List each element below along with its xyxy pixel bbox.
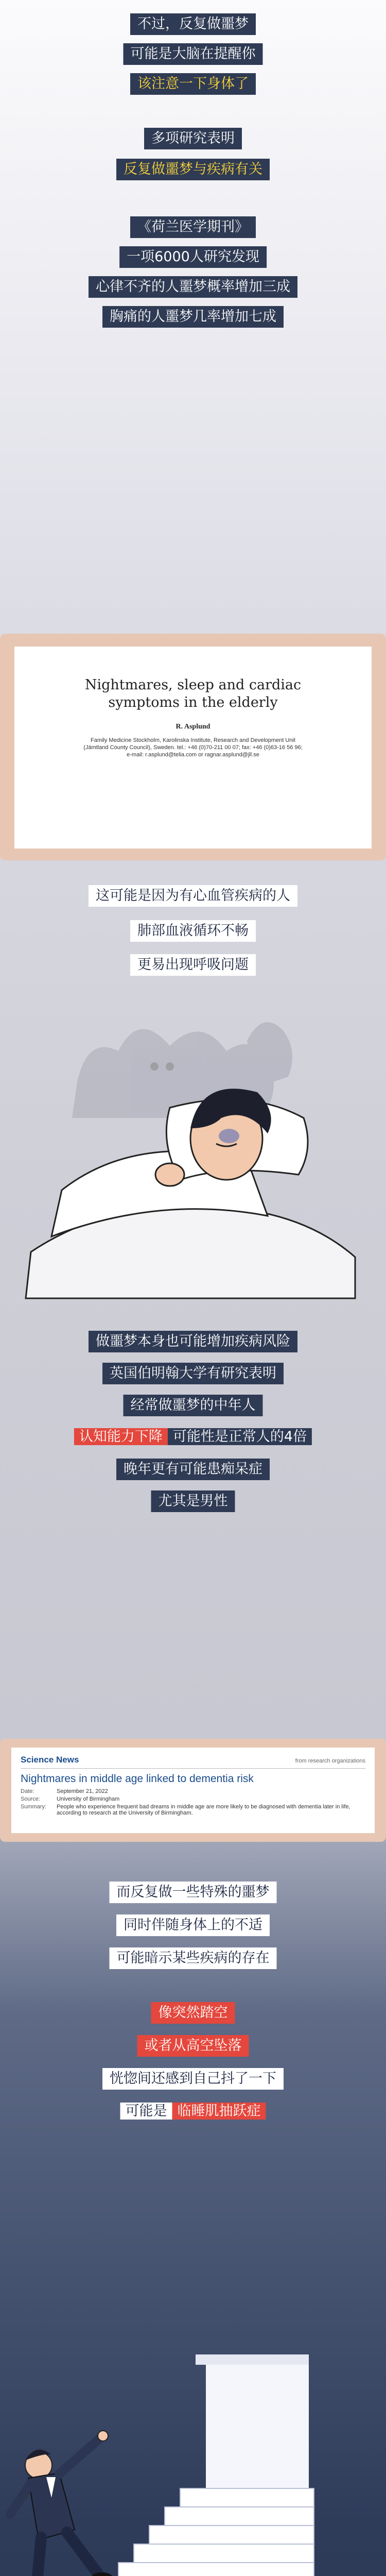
news-meta-row xyxy=(21,1804,365,1816)
article-affiliation-2: (Jämtland County Council), Sweden. tel.: +46 (0)70-211 00 07; fax: +46 (0)63-16 56 96; xyxy=(83,744,303,751)
article-affiliation-1: Family Medicine Stockholm, Karolinska Institute, Research and Development Unit xyxy=(90,737,295,743)
caption-line: 可能是大脑在提醒你 xyxy=(124,43,263,65)
news-headline: Nightmares in middle age linked to dementia risk xyxy=(21,1773,254,1785)
caption-line: 像突然踏空 xyxy=(151,2002,235,2024)
news-meta-label: Source: xyxy=(21,1796,40,1802)
caption-line: 英国伯明翰大学有研究表明 xyxy=(102,1363,284,1384)
news-meta-row xyxy=(21,1788,365,1794)
caption-line: 经常做噩梦的中年人 xyxy=(124,1395,263,1416)
caption-line: 恍惚间还感到自己抖了一下 xyxy=(102,2068,284,2090)
news-source-label: Science News xyxy=(21,1755,79,1765)
caption-line: 多项研究表明 xyxy=(144,128,242,149)
news-meta-value: September 21, 2022 xyxy=(57,1788,108,1794)
caption-line: 而反复做一些特殊的噩梦 xyxy=(110,1882,277,1903)
article-title: Nightmares, sleep and cardiac symptoms in the elderly xyxy=(84,677,302,710)
caption-line: 《荷兰医学期刊》 xyxy=(130,216,256,238)
article-author: R. Asplund xyxy=(176,723,210,731)
caption-line: 同时伴随身体上的不适 xyxy=(116,1914,270,1936)
news-meta-value: People who experience frequent bad dreams in middle age are more likely to be diagnosed with dementia later in life, according to research at the University of Birmingham. xyxy=(57,1804,350,1816)
falling-man-figure xyxy=(10,2431,112,2576)
caption-line: 不过，反复做噩梦 xyxy=(130,13,256,35)
caption-segment: 可能是 xyxy=(120,2103,172,2120)
caption-line: 胸痛的人噩梦几率增加七成 xyxy=(102,306,284,328)
caption-segment: 认知能力下降 xyxy=(74,1428,168,1445)
caption-line: 可能暗示某些疾病的存在 xyxy=(110,1947,277,1969)
caption-line: 或者从高空坠落 xyxy=(137,2035,249,2057)
caption-line xyxy=(74,1427,312,1447)
news-meta-value: University of Birmingham xyxy=(57,1796,120,1802)
journal-article-card xyxy=(14,647,372,849)
news-meta-label: Summary: xyxy=(21,1804,47,1810)
caption-line: 晚年更有可能患痴呆症 xyxy=(116,1459,270,1480)
nightmare-sleeper-illustration xyxy=(0,1010,386,1298)
caption-segment: 可能性是正常人的4倍 xyxy=(168,1428,312,1445)
news-meta-row xyxy=(21,1796,365,1802)
caption-line: 尤其是男性 xyxy=(151,1490,235,1512)
news-meta-label: Date: xyxy=(21,1788,34,1794)
caption-line: 这可能是因为有心血管疾病的人 xyxy=(89,885,297,907)
caption-line: 更易出现呼吸问题 xyxy=(130,954,256,976)
caption-line: 反复做噩梦与疾病有关 xyxy=(116,159,270,180)
news-meta xyxy=(21,1788,365,1816)
caption-line: 做噩梦本身也可能增加疾病风险 xyxy=(89,1331,297,1352)
falling-stairs-illustration xyxy=(0,2354,386,2576)
article-affiliation-3: e-mail: r.asplund@telia.com or ragnar.asplund@jll.se xyxy=(127,752,259,758)
caption-line: 心律不齐的人噩梦概率增加三成 xyxy=(89,276,297,298)
caption-line: 一项6000人研究发现 xyxy=(119,246,267,268)
science-news-card xyxy=(11,1748,375,1833)
caption-line xyxy=(120,2101,266,2122)
caption-line: 肺部血液循环不畅 xyxy=(130,920,256,942)
news-source-note: from research organizations xyxy=(295,1758,365,1764)
caption-segment: 临睡肌抽跃症 xyxy=(172,2103,266,2120)
caption-line: 该注意一下身体了 xyxy=(130,73,256,95)
